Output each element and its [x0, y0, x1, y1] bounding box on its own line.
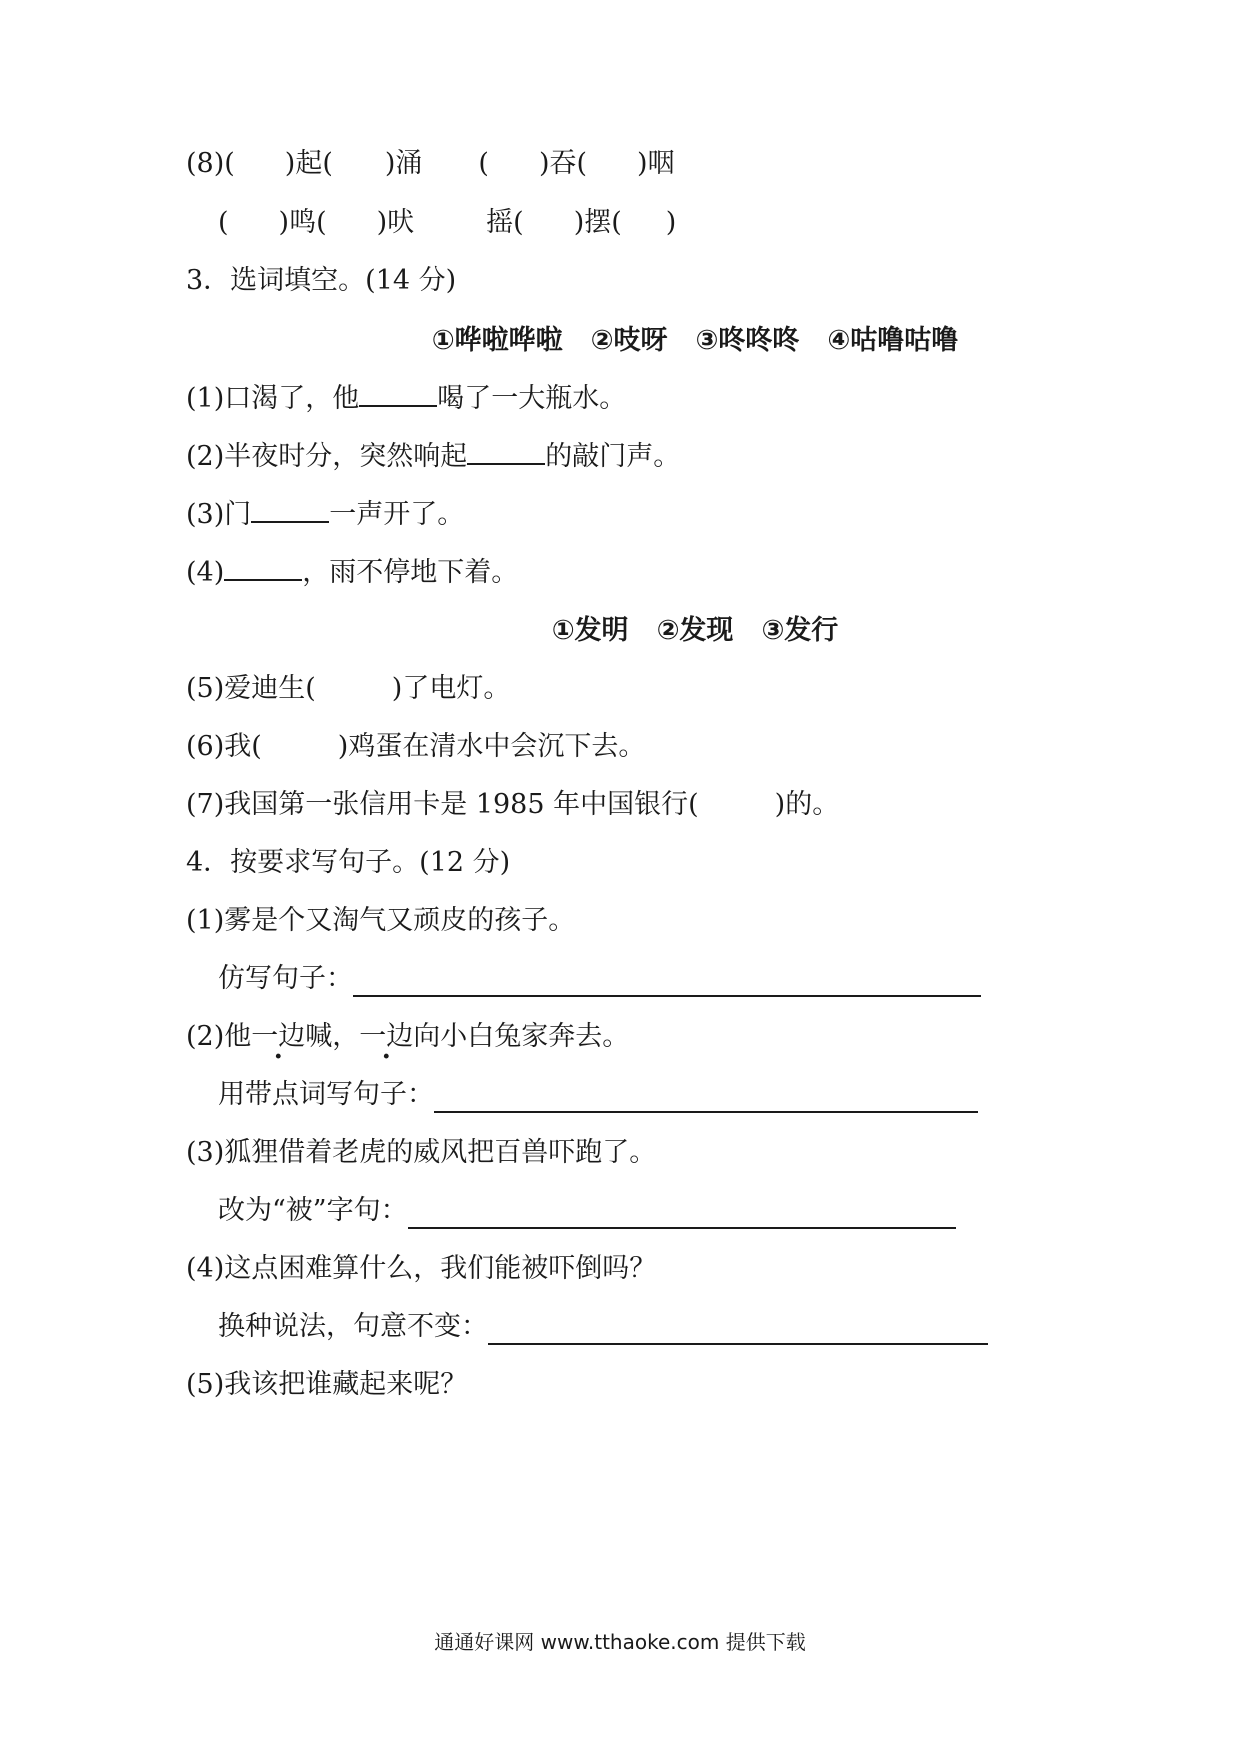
text: (7)我国第一张信用卡是 1985 年中国银行(: [186, 789, 699, 820]
text: (3)门: [186, 499, 252, 530]
text: 换种说法，句意不变：: [218, 1311, 488, 1342]
text: )咽: [637, 148, 675, 179]
text: 喝了一大瓶水。: [437, 383, 627, 414]
text: (1)口渴了，他: [186, 383, 360, 414]
text: )了电灯。: [391, 673, 511, 704]
q4-sentence-3: (3)狐狸借着老虎的威风把百兽吓跑了。: [186, 1137, 657, 1168]
q4-prompt-3: [218, 1193, 956, 1229]
q2-item8-row2: [218, 205, 676, 241]
word-option: ③咚咚咚: [695, 325, 800, 356]
q2-item8-row1: [186, 146, 675, 182]
text: 向小白兔家奔去。: [413, 1021, 630, 1052]
word-option: ③发行: [761, 615, 839, 646]
text: 摇(: [486, 207, 524, 238]
q4-sentence-5: (5)我该把谁藏起来呢？: [186, 1369, 468, 1400]
q4-title: 4．按要求写句子。(12 分): [186, 847, 511, 878]
text: (5)爱迪生(: [186, 673, 316, 704]
text: (2)他: [186, 1021, 252, 1052]
word-option: ②发现: [656, 615, 734, 646]
answer-line[interactable]: [353, 965, 981, 997]
q3-item4: [186, 555, 518, 591]
q3-title: 3．选词填空。(14 分): [186, 265, 457, 296]
text: (2)半夜时分，突然响起: [186, 441, 468, 472]
fill-blank[interactable]: [224, 555, 302, 581]
text: )起(: [284, 148, 333, 179]
text: )涌: [384, 148, 423, 179]
text: )鸡蛋在清水中会沉下去。: [337, 731, 646, 762]
fill-blank[interactable]: [359, 381, 437, 407]
q3-word-bank-2: [0, 613, 1240, 649]
text: (4): [186, 557, 225, 588]
text: (6)我(: [186, 731, 262, 762]
text: )鸣(: [278, 207, 327, 238]
text: ，雨不停地下着。: [302, 557, 519, 588]
q4-prompt-4: [218, 1309, 988, 1345]
text: 用带点词写句子：: [218, 1079, 434, 1110]
text: (8)(: [186, 148, 235, 179]
dotted-word: 一边: [359, 1021, 414, 1052]
word-option: ④咕噜咕噜: [827, 325, 959, 356]
answer-line[interactable]: [408, 1197, 956, 1229]
q3-word-bank-1: [0, 323, 1240, 359]
text: )吞(: [538, 148, 588, 179]
text: (: [478, 148, 489, 179]
text: )摆(: [573, 207, 622, 238]
q4-sentence-2: [186, 1019, 629, 1055]
text: 改为“被”字句：: [218, 1195, 408, 1226]
q3-item3: [186, 497, 464, 533]
text: 一声开了。: [329, 499, 465, 530]
word-option: ①哗啦哗啦: [431, 325, 563, 356]
text: )的。: [774, 789, 840, 820]
dotted-word: 一边: [251, 1021, 306, 1052]
fill-blank[interactable]: [467, 439, 545, 465]
text: 喊，: [305, 1021, 360, 1052]
q4-prompt-1: [218, 961, 981, 997]
text: (: [218, 207, 229, 238]
text: 仿写句子：: [218, 963, 353, 994]
text: ): [665, 207, 677, 238]
q4-sentence-4: (4)这点困难算什么，我们能被吓倒吗？: [186, 1253, 657, 1284]
q3-item2: [186, 439, 680, 475]
word-option: ①发明: [551, 615, 629, 646]
q4-sentence-1: (1)雾是个又淘气又顽皮的孩子。: [186, 905, 576, 936]
text: )吠: [376, 207, 415, 238]
q3-item1: [186, 381, 626, 417]
text: 的敲门声。: [545, 441, 681, 472]
answer-line[interactable]: [434, 1081, 978, 1113]
q3-item7: [186, 787, 839, 823]
q3-item6: [186, 729, 645, 765]
word-option: ②吱呀: [590, 325, 668, 356]
answer-line[interactable]: [488, 1313, 988, 1345]
q4-prompt-2: [218, 1077, 978, 1113]
page-footer: 通通好课网 www.tthaoke.com 提供下载: [434, 1630, 806, 1654]
q3-item5: [186, 671, 510, 707]
fill-blank[interactable]: [251, 497, 329, 523]
